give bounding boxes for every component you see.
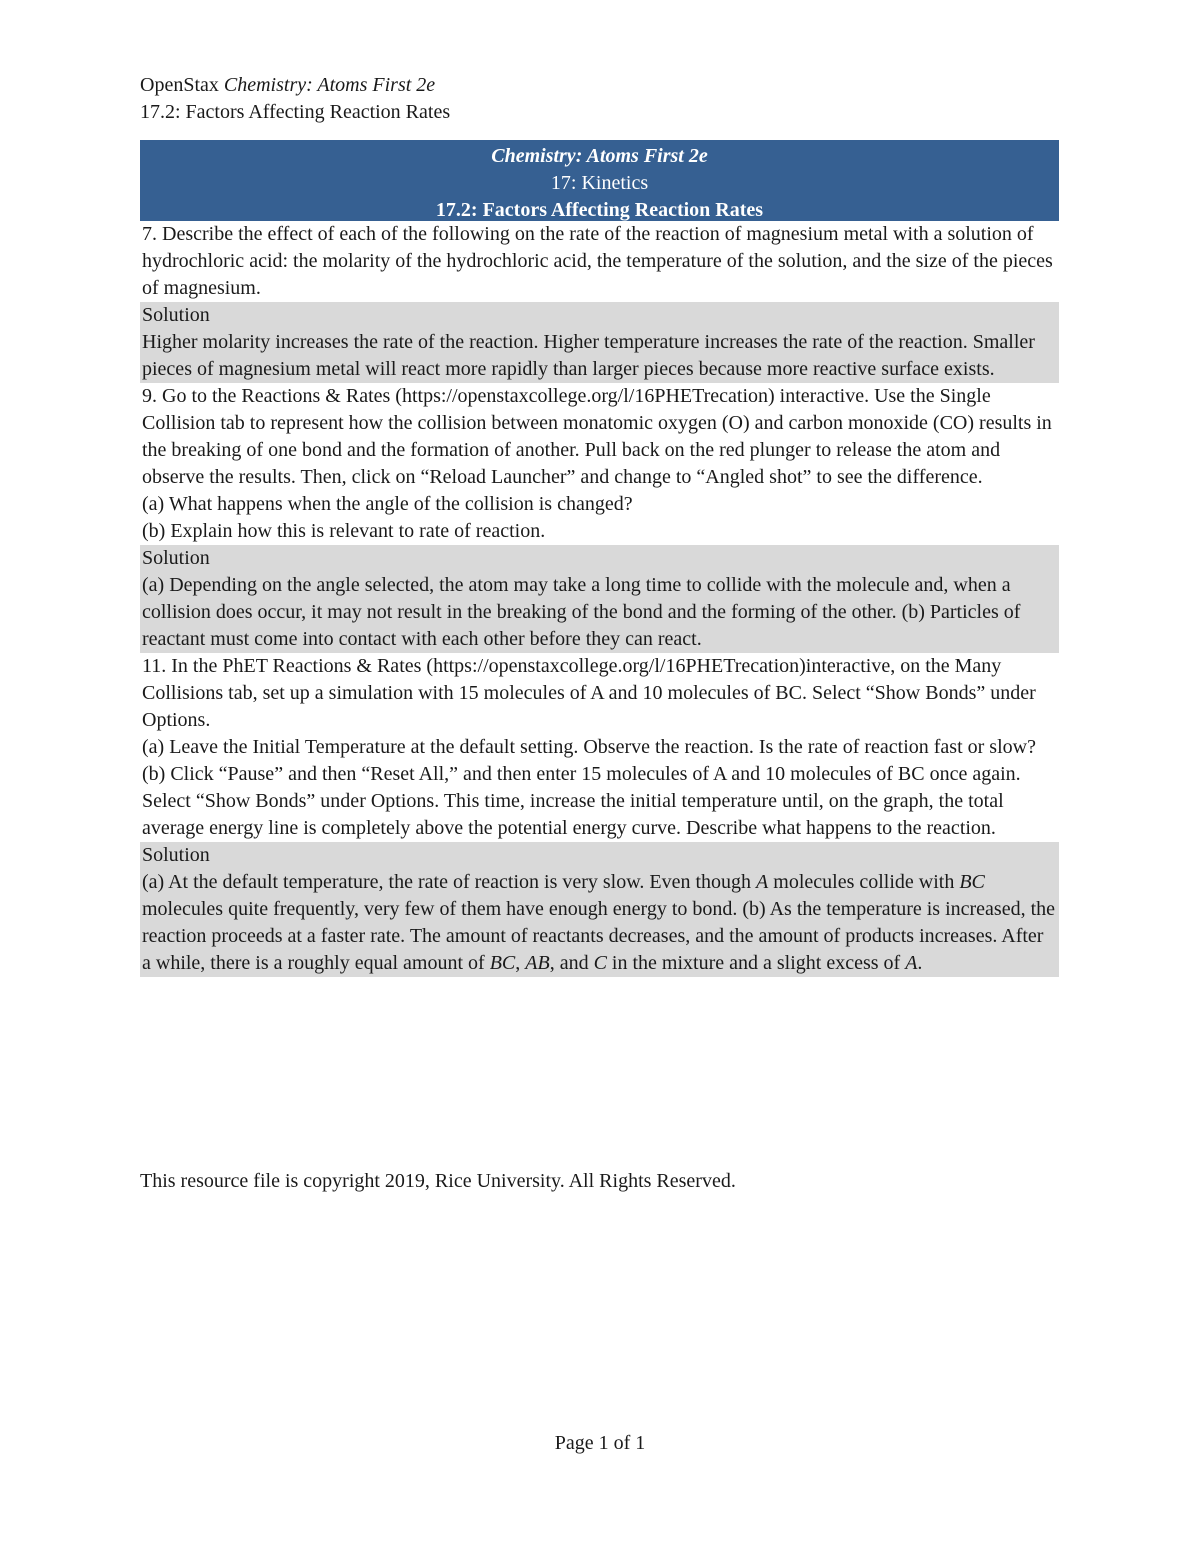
question-11-part-b: (b) Click “Pause” and then “Reset All,” and then enter 15 molecules of A and 10 molecules of BC once again. Select “Show Bonds” under Options. This time, increase the initial temperature until, on the graph, the total average energy line is completely above the potential energy curve. Describe what happens to the reaction.	[142, 763, 1021, 839]
header-book-line	[140, 72, 450, 99]
banner-chapter: 17: Kinetics	[550, 172, 649, 194]
header-section-line: 17.2: Factors Affecting Reaction Rates	[140, 101, 451, 123]
question-11-text: 11. In the PhET Reactions & Rates (https://openstaxcollege.org/l/16PHETrecation)interactive, on the Many Collisions tab, set up a simulation with 15 molecules of A and 10 molecules of BC. Select “Show Bonds” under Options.	[142, 655, 1036, 731]
solution-7-text: Higher molarity increases the rate of the reaction. Higher temperature increases the rate of the reaction. Smaller pieces of magnesium metal will react more rapidly than larger pieces because more reactive surface exists.	[142, 331, 1035, 380]
solution-11-italic-term: AB	[525, 952, 550, 974]
solution-11-fragment: (a) At the default temperature, the rate of reaction is very slow. Even though	[142, 871, 757, 893]
document-header	[140, 72, 450, 126]
question-9-part-a: (a) What happens when the angle of the collision is changed?	[142, 493, 633, 515]
header-publisher: OpenStax	[140, 74, 224, 96]
solution-11	[140, 842, 1059, 977]
solution-11-fragment: ,	[515, 952, 526, 974]
question-7	[140, 221, 1059, 302]
question-11-part-a: (a) Leave the Initial Temperature at the default setting. Observe the reaction. Is the rate of reaction fast or slow?	[142, 736, 1036, 758]
question-9-part-b: (b) Explain how this is relevant to rate of reaction.	[142, 520, 546, 542]
solution-9	[140, 545, 1059, 653]
copyright-notice: This resource file is copyright 2019, Rice University. All Rights Reserved.	[140, 1170, 736, 1192]
solution-11-fragment: in the mixture and a slight excess of	[606, 952, 906, 974]
banner-book-title: Chemistry: Atoms First 2e	[491, 145, 708, 167]
solution-11-text	[142, 869, 1057, 977]
question-9-text: 9. Go to the Reactions & Rates (https://openstaxcollege.org/l/16PHETrecation) interactive. Use the Single Collision tab to represent how the collision between monatomic oxygen (O) and carbon monoxide (CO) results in the breaking of one bond and the formation of another. Pull back on the red plunger to release the atom and observe the results. Then, click on “Reload Launcher” and change to “Angled shot” to see the difference.	[142, 385, 1052, 488]
solution-11-fragment: .	[917, 952, 923, 974]
header-book-title: Chemistry: Atoms First 2e	[223, 74, 436, 96]
question-table	[140, 140, 1059, 977]
banner-section: 17.2: Factors Affecting Reaction Rates	[435, 199, 764, 221]
title-banner	[140, 140, 1059, 221]
solution-11-fragment: molecules quite frequently, very few of them have enough energy to bond. (b) As the temperature is increased, the reaction proceeds at a faster rate. The amount of reactants decreases, and the amount of products increases. After a while, there is a roughly equal amount of	[142, 898, 1056, 974]
page-number: Page 1 of 1	[554, 1432, 646, 1454]
solution-11-italic-term: BC	[489, 952, 516, 974]
solution-9-text: (a) Depending on the angle selected, the atom may take a long time to collide with the molecule and, when a collision does occur, it may not result in the breaking of the bond and the forming of the other. (b) Particles of reactant must come into contact with each other before they can react.	[142, 574, 1021, 650]
question-7-text: 7. Describe the effect of each of the following on the rate of the reaction of magnesium metal with a solution of hydrochloric acid: the molarity of the hydrochloric acid, the temperature of the solution, and the size of the pieces of magnesium.	[142, 223, 1053, 299]
solution-11-label: Solution	[142, 844, 210, 866]
solution-7-label: Solution	[142, 304, 210, 326]
solution-7	[140, 302, 1059, 383]
solution-11-fragment: molecules collide with	[768, 871, 960, 893]
solution-11-italic-term: BC	[959, 871, 985, 893]
question-11	[140, 653, 1059, 842]
solution-11-italic-term: A	[905, 952, 918, 974]
solution-11-italic-term: A	[756, 871, 769, 893]
solution-11-fragment: , and	[549, 952, 594, 974]
solution-9-label: Solution	[142, 547, 210, 569]
solution-11-italic-term: C	[593, 952, 607, 974]
question-9	[140, 383, 1059, 545]
